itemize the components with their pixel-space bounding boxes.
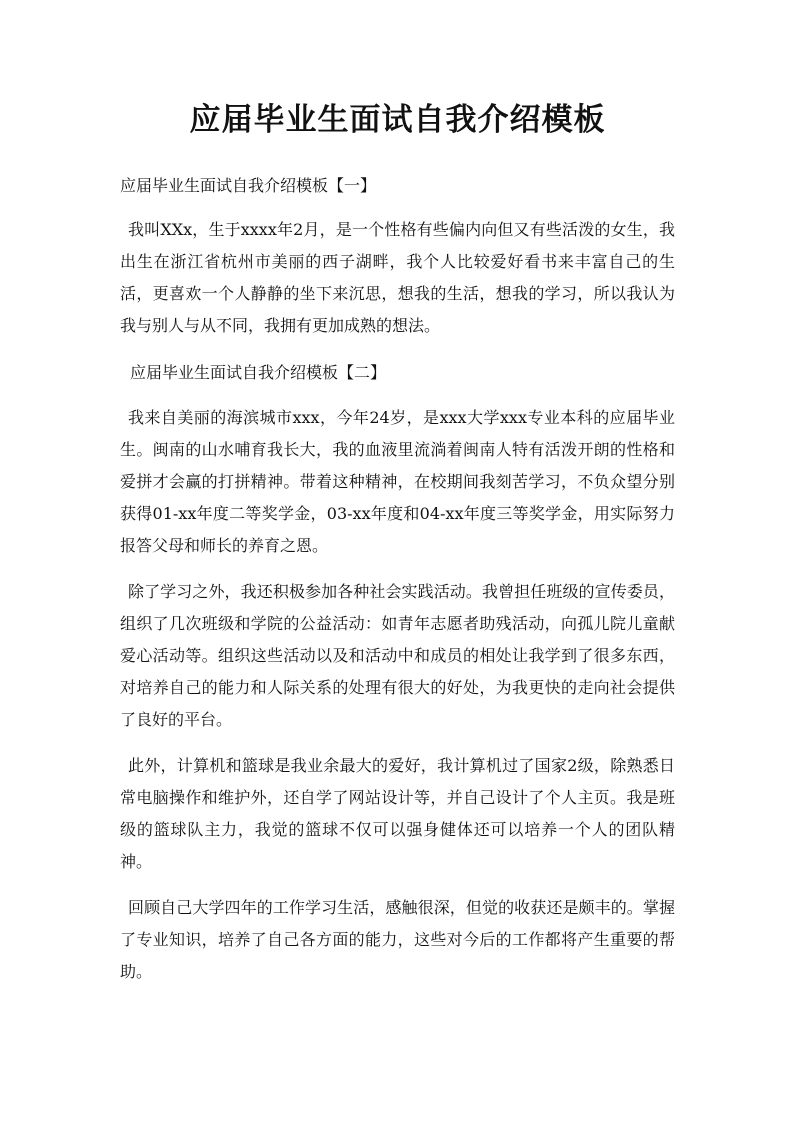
section-two-paragraph: 除了学习之外，我还积极参加各种社会实践活动。我曾担任班级的宣传委员，组织了几次班级和学院的公益活动：如青年志愿者助残活动，向孤儿院儿童献爱心活动等。组织这些活动以及和活动中和成员的相处让我学到了很多东西，对培养自己的能力和人际关系的处理有很大的好处，为我更快的走向社会提供了良好的平台。: [120, 582, 675, 729]
section-two-paragraph: 此外，计算机和篮球是我业余最大的爱好，我计算机过了国家2级，除熟悉日常电脑操作和维护外，还自学了网站设计等，并自己设计了个人主页。我是班级的篮球队主力，我觉的篮球不仅可以强身健体还可以培养一个人的团队精神。: [120, 756, 675, 871]
document-title: 应届毕业生面试自我介绍模板: [189, 102, 606, 138]
section-one-heading: 应届毕业生面试自我介绍模板【一】: [120, 176, 377, 195]
section-two-paragraph: 回顾自己大学四年的工作学习生活，感触很深，但觉的收获还是颇丰的。掌握了专业知识，培养了自己各方面的能力，这些对今后的工作都将产生重要的帮助。: [120, 898, 675, 981]
section-two-paragraph: 我来自美丽的海滨城市xxx，今年24岁，是xxx大学xxx专业本科的应届毕业生。闽南的山水哺育我长大，我的血液里流淌着闽南人特有活泼开朗的性格和爱拼才会赢的打拼精神。带着这种精神，在校期间我刻苦学习，不负众望分别获得01-xx年度二等奖学金，03-xx年度和04-xx年度三等奖学金，用实际努力报答父母和师长的养育之恩。: [120, 408, 675, 555]
section-two-heading: 应届毕业生面试自我介绍模板【二】: [130, 363, 387, 382]
section-one-paragraph: 我叫XXx，生于xxxx年2月，是一个性格有些偏内向但又有些活泼的女生，我出生在浙江省杭州市美丽的西子湖畔，我个人比较爱好看书来丰富自己的生活，更喜欢一个人静静的坐下来沉思，想我的生活，想我的学习，所以我认为我与别人与从不同，我拥有更加成熟的想法。: [120, 220, 675, 335]
